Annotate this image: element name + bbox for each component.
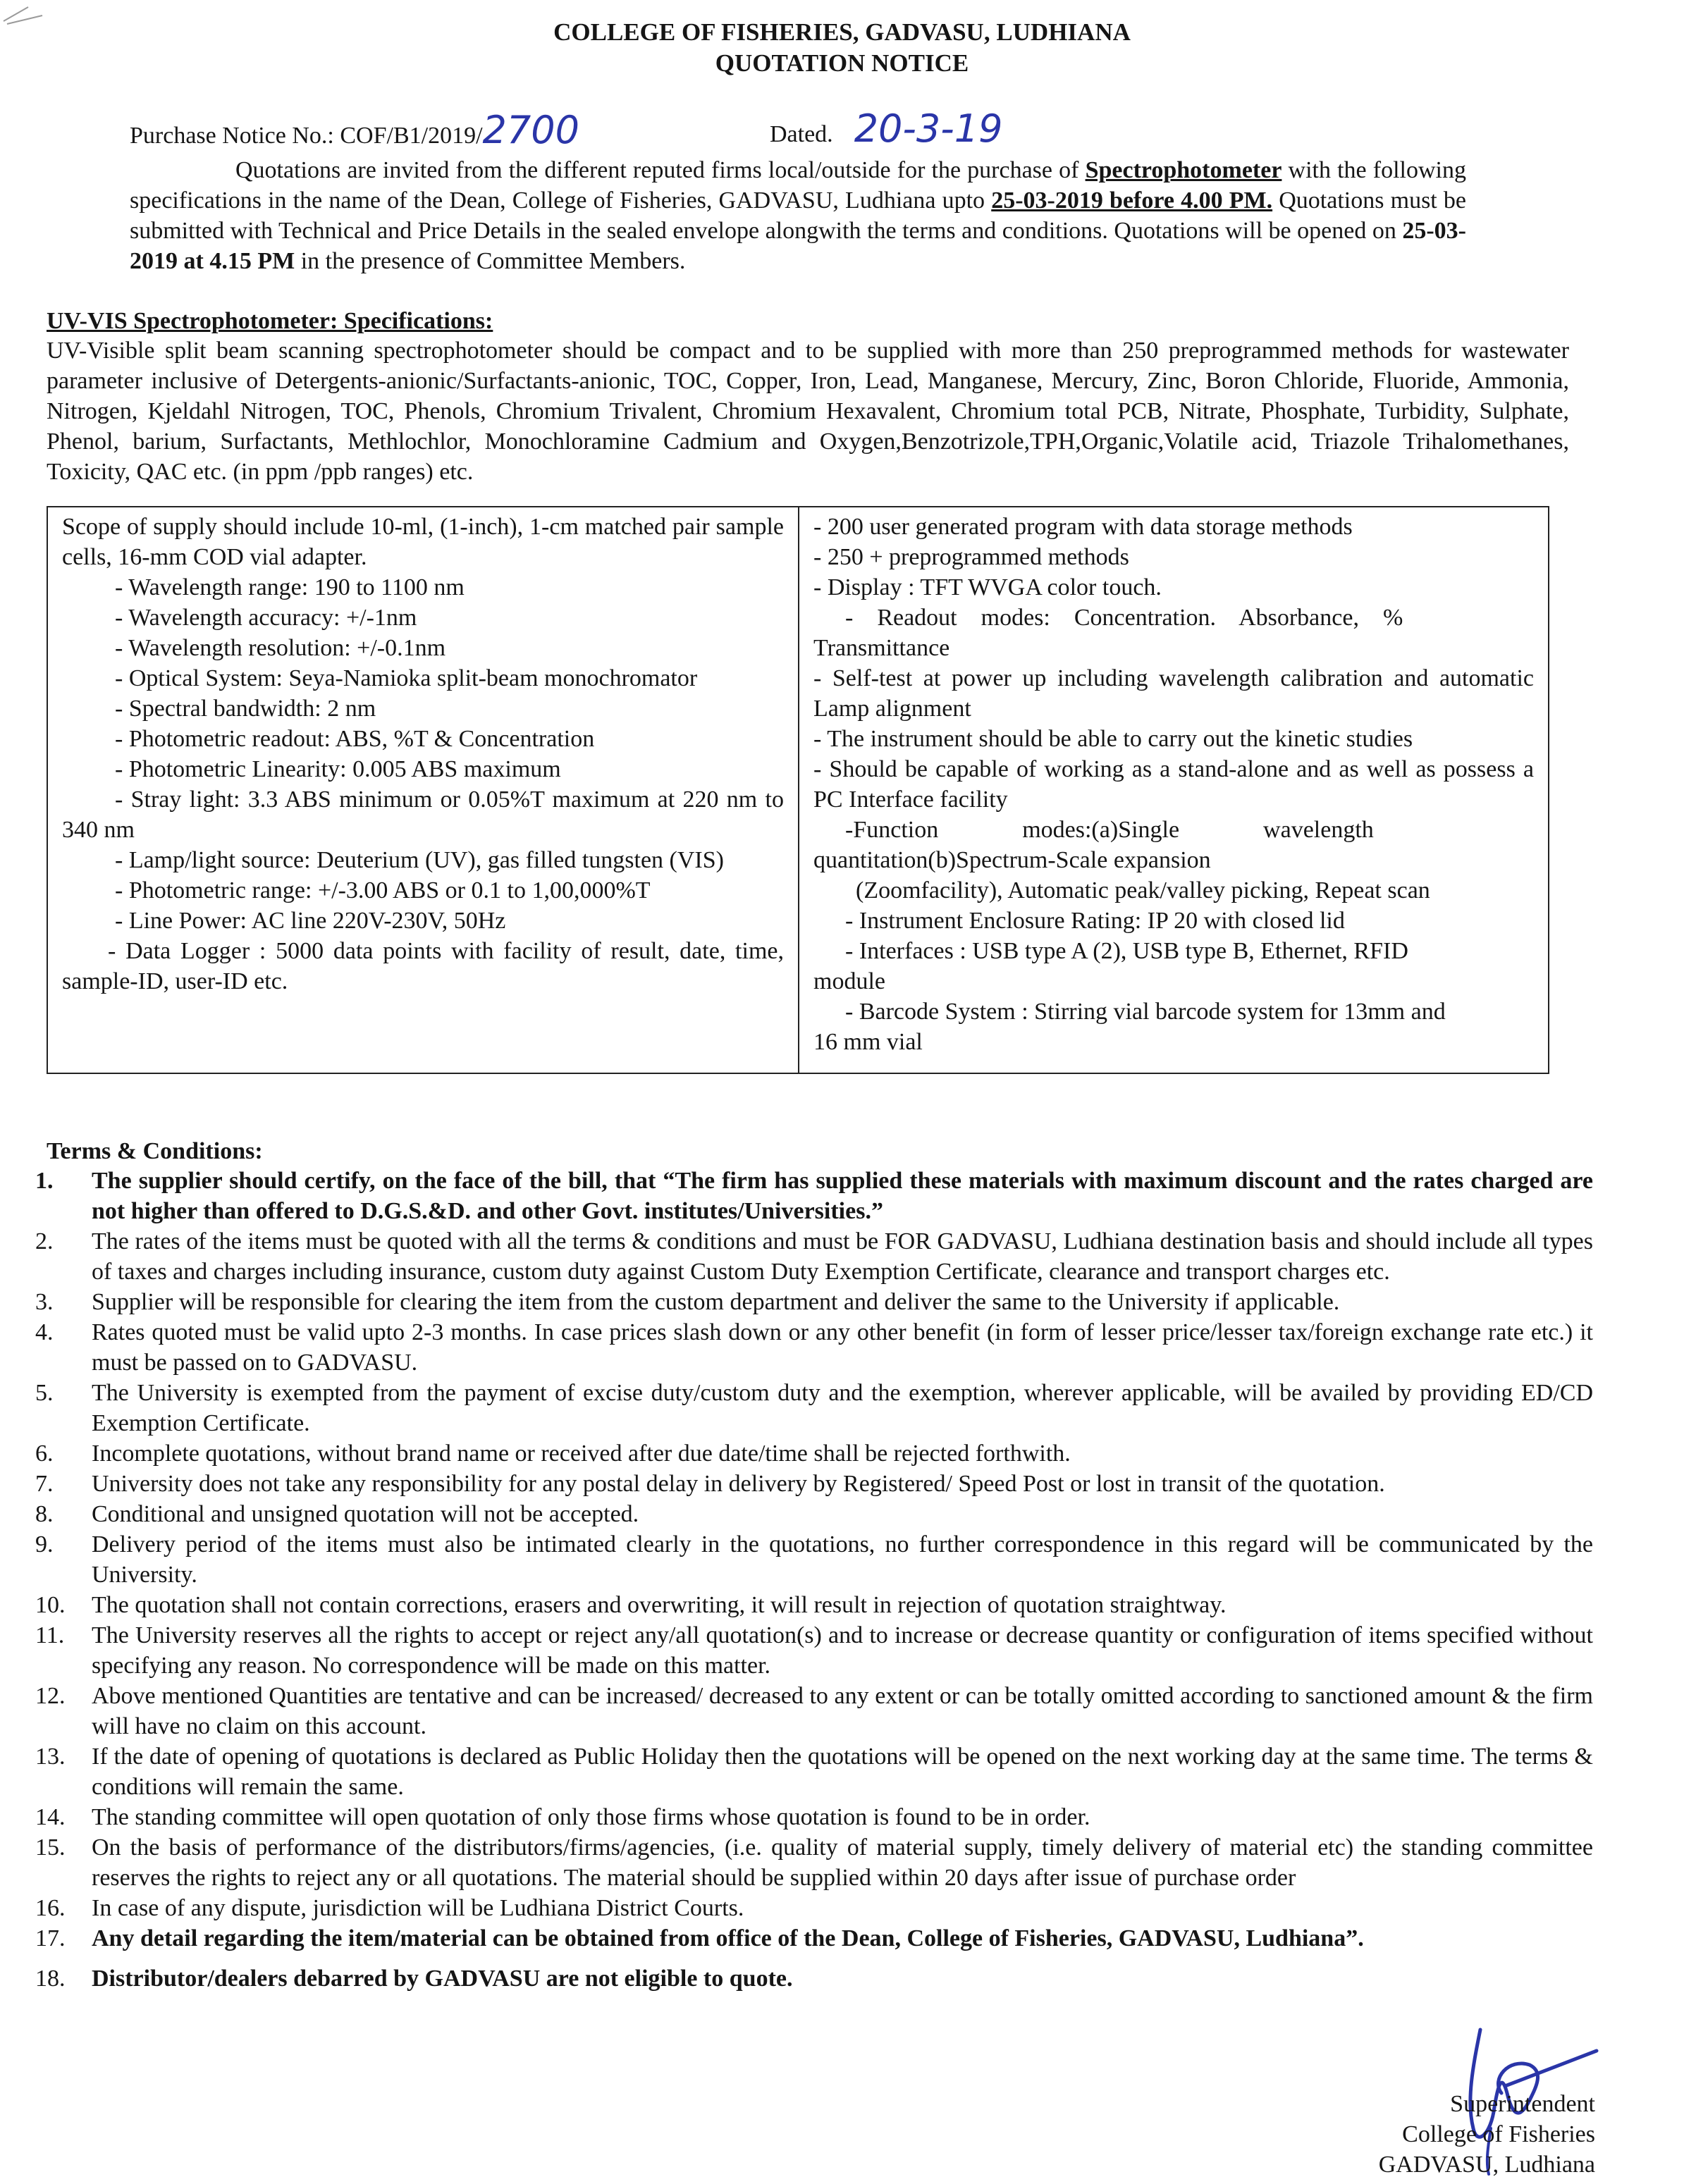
term-item: 7. University does not take any responsibility for any postal delay in delivery by Registered/ Speed Post or lost in transit of the quotation. bbox=[35, 1471, 1385, 1497]
spec-item: - The instrument should be able to carry out the kinetic studies bbox=[813, 726, 1413, 752]
submission-deadline: 25-03-2019 before 4.00 PM. bbox=[991, 187, 1273, 214]
term-item: 9. Delivery period of the items must also be intimated clearly in the quotations, no further correspondence in this regard will be communicated by the University. bbox=[35, 1531, 1593, 1588]
date-handwritten: 20-3-19 bbox=[854, 106, 1003, 151]
spec-intro: UV-Visible split beam scanning spectrophotometer should be compact and to be supplied with more than 250 preprogrammed methods for wastewater parameter inclusive of Detergents-anionic/Surfactants-anionic, TOC, Copper, Iron, Lead, Manganese, Mercury, Zinc, Boron Chloride, Fluoride, Ammonia, Nitrogen, Kjeldahl Nitrogen, TOC, Phenols, Chromium Trivalent, Chromium Hexavalent, Chromium total PCB, Nitrate, Phosphate, Turbidity, Sulphate, Phenol, barium, Surfactants, Methlochlor, Monochloramine Cadmium and Oxygen,Benzotrizole,TPH,Organic,Volatile acid, Triazole Trihalomethanes, Toxicity, QAC etc. (in ppm /ppb ranges) etc. bbox=[47, 338, 1569, 485]
spec-item: - Photometric readout: ABS, %T & Concentration bbox=[115, 726, 595, 752]
notice-title: QUOTATION NOTICE bbox=[715, 49, 969, 77]
notice-number-handwritten: 2700 bbox=[482, 108, 579, 152]
signatory-university: GADVASU, Ludhiana bbox=[1378, 2152, 1595, 2178]
spec-data-logger: - Data Logger : 5000 data points with facility of result, date, time, sample-ID, user-ID etc. bbox=[62, 938, 784, 994]
term-item: 3. Supplier will be responsible for clearing the item from the custom department and deliver the same to the University if applicable. bbox=[35, 1289, 1340, 1315]
term-item: 15. On the basis of performance of the distributors/firms/agencies, (i.e. quality of material supply, timely delivery of material etc) the standing committee reserves the rights to reject any or all quotations. The material should be supplied within 20 days after issue of purchase order bbox=[35, 1834, 1593, 1891]
spec-item: - Display : TFT WVGA color touch. bbox=[813, 574, 1162, 600]
spec-item: - 200 user generated program with data storage methods bbox=[813, 514, 1353, 540]
term-item: 8. Conditional and unsigned quotation will not be accepted. bbox=[35, 1501, 639, 1527]
college-title: COLLEGE OF FISHERIES, GADVASU, LUDHIANA bbox=[553, 18, 1131, 46]
spec-item: - Should be capable of working as a stand-alone and as well as possess a PC Interface facility bbox=[813, 756, 1534, 813]
spec-item: - Barcode System : Stirring vial barcode system for 13mm and bbox=[845, 999, 1446, 1025]
term-item: 1. The supplier should certify, on the face of the bill, that “The firm has supplied these materials with maximum discount and the rates charged are not higher than offered to D.G.S.&D. and other Govt. institutes/Universities.” bbox=[35, 1168, 1593, 1224]
signatory-designation: Superintendent bbox=[1450, 2091, 1595, 2117]
spec-item: - Optical System: Seya-Namioka split-beam monochromator bbox=[115, 665, 698, 691]
dated-label: Dated. bbox=[770, 121, 833, 147]
term-item: 11. The University reserves all the rights to accept or reject any/all quotation(s) and to increase or decrease quantity or configuration of items specified without specifying any reason. No correspondence will be made on this matter. bbox=[35, 1622, 1593, 1679]
term-item: 2. The rates of the items must be quoted with all the terms & conditions and must be FOR GADVASU, Ludhiana destination basis and should include all types of taxes and charges including insurance, custom duty against Custom Duty Exemption Certificate, clearance and transport charges etc. bbox=[35, 1228, 1593, 1285]
notice-number-label: Purchase Notice No.: COF/B1/2019/ bbox=[130, 123, 483, 149]
spec-heading: UV-VIS Spectrophotometer: Specifications: bbox=[47, 308, 493, 334]
spec-left-column bbox=[47, 507, 799, 1073]
spec-item: - Readout modes: Concentration. Absorbance, % bbox=[845, 605, 1403, 631]
spec-item: - Wavelength accuracy: +/-1nm bbox=[115, 605, 417, 631]
spec-item: - Lamp/light source: Deuterium (UV), gas filled tungsten (VIS) bbox=[115, 847, 724, 873]
spec-item: - Spectral bandwidth: 2 nm bbox=[115, 696, 376, 722]
spec-item: - Photometric range: +/-3.00 ABS or 0.1 to 1,00,000%T bbox=[115, 877, 651, 903]
spec-item: -Function modes:(a)Single wavelength bbox=[845, 817, 1374, 843]
item-name: Spectrophotometer bbox=[1085, 157, 1282, 183]
notice-date bbox=[770, 106, 1003, 152]
spec-item: - Stray light: 3.3 ABS minimum or 0.05%T maximum at 220 nm to 340 nm bbox=[62, 786, 784, 843]
spec-item: - 250 + preprogrammed methods bbox=[813, 544, 1129, 570]
purchase-notice-number bbox=[130, 108, 579, 154]
term-item: 12. Above mentioned Quantities are tentative and can be increased/ decreased to any extent or can be totally omitted according to sanctioned amount & the firm will have no claim on this account. bbox=[35, 1683, 1593, 1739]
term-item: 10. The quotation shall not contain corrections, erasers and overwriting, it will result in rejection of quotation straightway. bbox=[35, 1592, 1227, 1618]
spec-item: - Wavelength range: 190 to 1100 nm bbox=[115, 574, 465, 600]
terms-list bbox=[35, 1166, 1593, 1994]
spec-item: module bbox=[813, 968, 885, 994]
term-item: 14. The standing committee will open quotation of only those firms whose quotation is found to be in order. bbox=[35, 1804, 1090, 1830]
spec-item: - Instrument Enclosure Rating: IP 20 with closed lid bbox=[845, 908, 1345, 934]
spec-item: Transmittance bbox=[813, 635, 950, 661]
invitation-paragraph: Quotations are invited from the different reputed firms local/outside for the purchase of Spectrophotometer with the following specifications in the name of the Dean, College of Fisheries, GADVASU, Ludhiana upto 25-03-2019 before 4.00 PM. Quotations must be submitted with Technical and Price Details in the sealed envelope alongwith the terms and conditions. Quotations will be opened on 25-03-2019 at 4.15 PM in the presence of Committee Members. bbox=[130, 157, 1466, 274]
spec-item: - Wavelength resolution: +/-0.1nm bbox=[115, 635, 446, 661]
spec-item: - Interfaces : USB type A (2), USB type B, Ethernet, RFID bbox=[845, 938, 1408, 964]
spec-item: - Photometric Linearity: 0.005 ABS maximum bbox=[115, 756, 561, 782]
spec-item: - Self-test at power up including wavelength calibration and automatic Lamp alignment bbox=[813, 665, 1534, 722]
terms-title: Terms & Conditions: bbox=[47, 1138, 263, 1164]
term-item: 18. Distributor/dealers debarred by GADVASU are not eligible to quote. bbox=[35, 1966, 793, 1992]
term-item: 5. The University is exempted from the payment of excise duty/custom duty and the exemption, wherever applicable, will be availed by providing ED/CD Exemption Certificate. bbox=[35, 1380, 1593, 1436]
term-item: 6. Incomplete quotations, without brand name or received after due date/time shall be rejected forthwith. bbox=[35, 1440, 1071, 1467]
spec-item: 16 mm vial bbox=[813, 1029, 923, 1055]
signature-block bbox=[1379, 2089, 1595, 2180]
spec-right-column bbox=[799, 507, 1549, 1073]
term-item: 13. If the date of opening of quotations is declared as Public Holiday then the quotations will be opened on the next working day at the same time. The terms & conditions will remain the same. bbox=[35, 1744, 1593, 1800]
spec-item: quantitation(b)Spectrum-Scale expansion bbox=[813, 847, 1211, 873]
spec-table bbox=[47, 506, 1549, 1074]
term-item: 4. Rates quoted must be valid upto 2-3 months. In case prices slash down or any other benefit (in form of lesser price/lesser tax/foreign exchange rate etc.) it must be passed on to GADVASU. bbox=[35, 1319, 1593, 1376]
opening-datetime: 25-03-2019 at 4.15 PM bbox=[130, 218, 1466, 274]
spec-scope: Scope of supply should include 10-ml, (1-inch), 1-cm matched pair sample cells, 16-mm COD vial adapter. bbox=[62, 514, 784, 570]
spec-item: - Line Power: AC line 220V-230V, 50Hz bbox=[115, 908, 506, 934]
signatory-college: College of Fisheries bbox=[1402, 2121, 1595, 2147]
term-item: 17. Any detail regarding the item/material can be obtained from office of the Dean, College of Fisheries, GADVASU, Ludhiana”. bbox=[35, 1925, 1364, 1951]
term-item: 16. In case of any dispute, jurisdiction will be Ludhiana District Courts. bbox=[35, 1895, 744, 1921]
spec-item: (Zoomfacility), Automatic peak/valley picking, Repeat scan bbox=[856, 877, 1430, 903]
